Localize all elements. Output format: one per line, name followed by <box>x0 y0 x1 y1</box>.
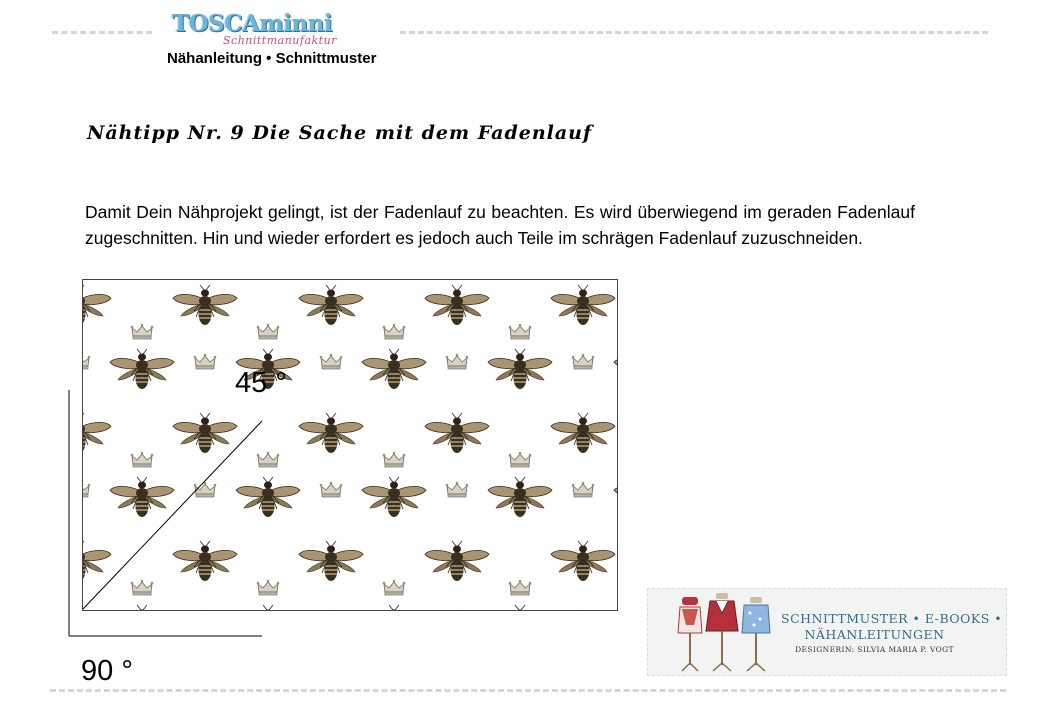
bee-motif <box>299 413 363 453</box>
toscaminni-logo <box>168 10 348 50</box>
crown-motif <box>257 580 280 595</box>
crown-motif <box>446 482 469 497</box>
crown-motif <box>446 354 469 369</box>
bee-motif <box>83 541 111 581</box>
intro-paragraph: Damit Dein Nähprojekt gelingt, ist der Fadenlauf zu beachten. Es wird überwiegend im geraden Fadenlauf zugeschnitten. Hin und wieder erfordert es jedoch auch Teile im schrägen Fadenlauf zuzuschneiden. <box>85 202 915 248</box>
bee-motif <box>551 285 615 325</box>
bee-motif <box>488 477 552 517</box>
bee-motif <box>551 413 615 453</box>
crown-motif <box>572 482 595 497</box>
bottom-divider <box>50 689 1006 692</box>
bee-motif <box>488 605 552 610</box>
bee-motif <box>425 285 489 325</box>
bee-motif <box>83 285 111 325</box>
bee-motif <box>173 541 237 581</box>
crown-motif <box>509 452 532 467</box>
bee-motif <box>299 285 363 325</box>
crown-motif <box>320 354 343 369</box>
bee-motif <box>173 285 237 325</box>
crown-motif <box>194 482 217 497</box>
bee-motif <box>551 541 615 581</box>
crown-motif <box>383 324 406 339</box>
banner-line-2: NÄHANLEITUNGEN <box>804 627 945 642</box>
banner-line-1: SCHNITTMUSTER • E-BOOKS • <box>781 611 1003 626</box>
crown-motif <box>383 580 406 595</box>
angle-90-label: 90 ° <box>81 655 133 687</box>
bee-motif <box>488 349 552 389</box>
crown-motif <box>131 452 154 467</box>
bee-motif <box>362 349 426 389</box>
crown-motif <box>572 354 595 369</box>
angle-45-label: 45 ° <box>235 367 287 399</box>
bee-crown-pattern <box>83 280 617 610</box>
fabric-pattern-image <box>82 279 618 611</box>
bee-motif <box>362 477 426 517</box>
bee-motif <box>110 605 174 610</box>
crown-motif <box>383 452 406 467</box>
bee-motif <box>236 605 300 610</box>
crown-motif <box>83 482 90 497</box>
crown-motif <box>83 354 90 369</box>
crown-motif <box>257 452 280 467</box>
bee-motif <box>362 605 426 610</box>
bee-motif <box>110 349 174 389</box>
header-tagline: Nähanleitung • Schnittmuster <box>167 50 377 67</box>
bee-motif <box>236 477 300 517</box>
bee-motif <box>614 605 617 610</box>
page-title: Nähtipp Nr. 9 Die Sache mit dem Fadenlauf <box>87 122 593 144</box>
crown-motif <box>509 324 532 339</box>
bee-motif <box>299 541 363 581</box>
bee-motif <box>614 477 617 517</box>
bee-motif <box>83 413 111 453</box>
crown-motif <box>194 354 217 369</box>
top-divider-right <box>400 31 988 34</box>
crown-motif <box>131 580 154 595</box>
banner-designer-credit: DESIGNERIN: SILVIA MARIA P. VOGT <box>795 645 954 654</box>
bee-motif <box>425 413 489 453</box>
logo-subtitle: Schnittmanufaktur <box>223 34 337 47</box>
designer-banner <box>647 588 1007 676</box>
bee-motif <box>173 413 237 453</box>
crown-motif <box>131 324 154 339</box>
crown-motif <box>257 324 280 339</box>
crown-motif <box>509 580 532 595</box>
crown-motif <box>320 482 343 497</box>
bee-motif <box>110 477 174 517</box>
bee-motif <box>614 349 617 389</box>
top-divider-left <box>52 31 152 34</box>
bee-motif <box>425 541 489 581</box>
logo-wordmark: TOSCAminni <box>172 10 333 37</box>
